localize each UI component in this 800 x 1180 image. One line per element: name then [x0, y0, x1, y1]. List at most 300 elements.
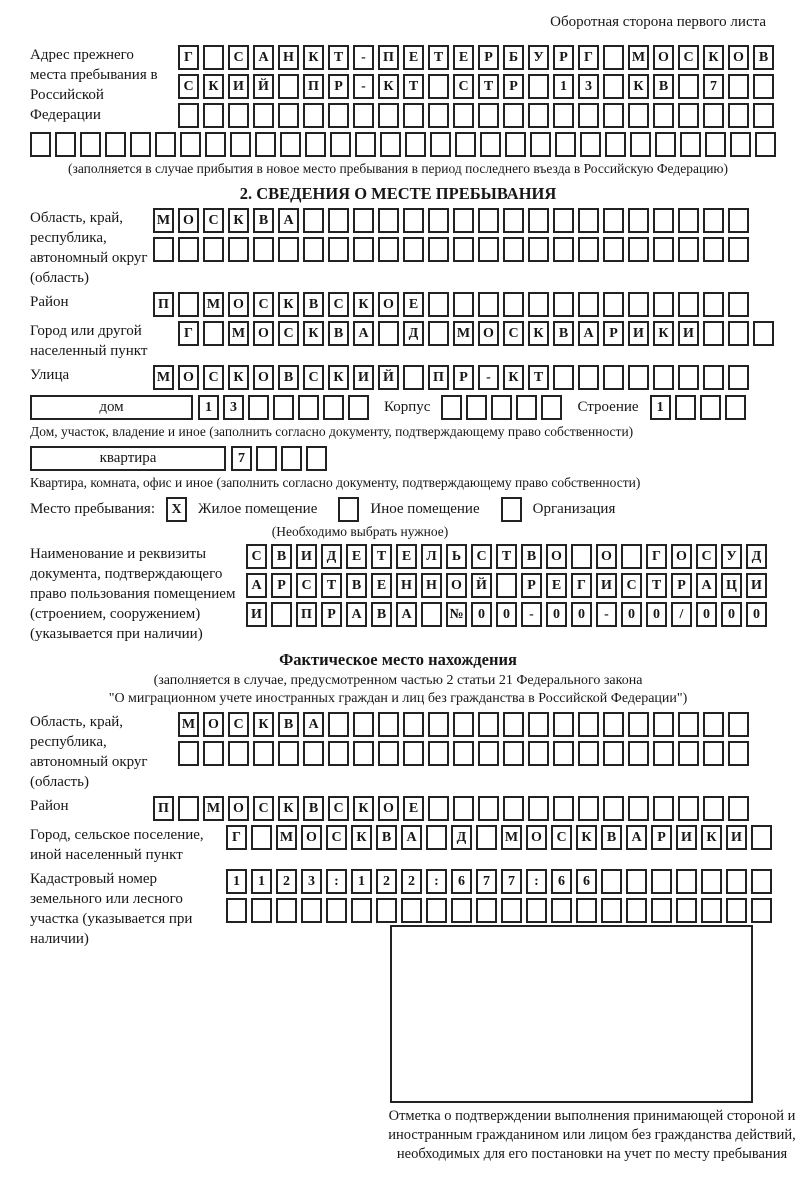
char-cell: 2 — [276, 869, 297, 894]
char-cell — [755, 132, 776, 157]
char-cell — [653, 237, 674, 262]
char-cell — [678, 741, 699, 766]
char-cell — [603, 208, 624, 233]
char-cell: 7 — [501, 869, 522, 894]
char-cell: Р — [478, 45, 499, 70]
char-cell: С — [303, 365, 324, 390]
char-cell: - — [478, 365, 499, 390]
char-cell — [278, 74, 299, 99]
char-cell: 7 — [703, 74, 724, 99]
char-cell: О — [228, 796, 249, 821]
actual-region-label: Область, край, республика, автономный округ (область) — [30, 714, 148, 790]
char-cell: М — [153, 365, 174, 390]
char-cell — [203, 741, 224, 766]
char-cell — [228, 237, 249, 262]
char-cell — [491, 395, 512, 420]
char-cell: С — [178, 74, 199, 99]
char-cell: И — [746, 573, 767, 598]
char-cell: - — [353, 45, 374, 70]
char-cell: Т — [478, 74, 499, 99]
char-cell: А — [696, 573, 717, 598]
char-cell: Р — [503, 74, 524, 99]
actual-district-row — [153, 796, 749, 821]
char-cell: К — [528, 321, 549, 346]
char-cell: Г — [226, 825, 247, 850]
stay-type-footnote: (Необходимо выбрать нужное) — [271, 524, 449, 539]
char-cell — [705, 132, 726, 157]
char-cell — [421, 602, 442, 627]
char-cell: К — [278, 796, 299, 821]
char-cell: О — [203, 712, 224, 737]
char-cell — [303, 741, 324, 766]
char-cell — [378, 103, 399, 128]
char-cell: - — [596, 602, 617, 627]
char-cell: А — [401, 825, 422, 850]
char-cell: X — [166, 497, 187, 522]
prev-address-field — [30, 45, 769, 128]
char-cell — [621, 544, 642, 569]
char-cell — [728, 712, 749, 737]
char-cell: 0 — [496, 602, 517, 627]
char-cell — [651, 898, 672, 923]
char-cell: В — [601, 825, 622, 850]
char-cell — [628, 103, 649, 128]
char-cell — [80, 132, 101, 157]
char-cell: Е — [403, 45, 424, 70]
char-cell — [503, 712, 524, 737]
char-cell: В — [278, 712, 299, 737]
char-cell — [553, 712, 574, 737]
char-cell — [651, 869, 672, 894]
actual-district-field — [30, 796, 766, 821]
char-cell — [703, 712, 724, 737]
char-cell — [328, 208, 349, 233]
char-cell — [401, 898, 422, 923]
char-cell: А — [578, 321, 599, 346]
char-cell — [453, 237, 474, 262]
stay-type-row — [30, 497, 766, 522]
char-cell: К — [278, 292, 299, 317]
char-cell: О — [478, 321, 499, 346]
char-cell: Ц — [721, 573, 742, 598]
char-cell — [380, 132, 401, 157]
char-cell: Т — [528, 365, 549, 390]
char-cell: Л — [421, 544, 442, 569]
char-cell — [378, 237, 399, 262]
char-cell: : — [326, 869, 347, 894]
char-cell — [276, 898, 297, 923]
char-cell — [553, 365, 574, 390]
apartment-cells — [231, 446, 327, 471]
char-cell — [703, 796, 724, 821]
char-cell — [678, 796, 699, 821]
char-cell — [628, 796, 649, 821]
registration-mark-caption: Отметка о подтверждении выполнения принимающей стороной и иностранным гражданином или лицом без гражданства действий, необходимых для его постановки на учет по месту пребывания — [388, 1108, 796, 1162]
char-cell: О — [653, 45, 674, 70]
char-cell: 7 — [476, 869, 497, 894]
char-cell: К — [303, 321, 324, 346]
char-cell — [626, 869, 647, 894]
char-cell — [653, 103, 674, 128]
char-cell — [253, 103, 274, 128]
char-cell: А — [246, 573, 267, 598]
char-cell — [180, 132, 201, 157]
char-cell — [428, 796, 449, 821]
char-cell: В — [346, 573, 367, 598]
char-cell: 0 — [471, 602, 492, 627]
char-cell — [728, 74, 749, 99]
char-cell — [630, 132, 651, 157]
char-cell — [678, 208, 699, 233]
char-cell: Е — [396, 544, 417, 569]
char-cell: К — [576, 825, 597, 850]
char-cell — [453, 741, 474, 766]
char-cell — [428, 292, 449, 317]
char-cell: 1 — [553, 74, 574, 99]
char-cell — [653, 796, 674, 821]
char-cell — [476, 825, 497, 850]
apartment-box: квартира — [30, 446, 226, 471]
char-cell: К — [228, 208, 249, 233]
char-cell — [503, 741, 524, 766]
char-cell — [675, 395, 696, 420]
char-cell: О — [446, 573, 467, 598]
char-cell — [351, 898, 372, 923]
char-cell — [601, 898, 622, 923]
char-cell: 0 — [721, 602, 742, 627]
char-cell: К — [228, 365, 249, 390]
stay-type-label: Место пребывания: — [30, 501, 155, 517]
char-cell: Д — [451, 825, 472, 850]
char-cell: Р — [603, 321, 624, 346]
char-cell: О — [178, 208, 199, 233]
street-field — [30, 365, 766, 390]
actual-city-label: Город, сельское поселение, иной населенный пункт — [30, 827, 204, 863]
char-cell — [653, 208, 674, 233]
char-cell: В — [521, 544, 542, 569]
char-cell — [528, 292, 549, 317]
char-cell: С — [228, 45, 249, 70]
char-cell: Р — [328, 74, 349, 99]
char-cell: С — [503, 321, 524, 346]
char-cell: Г — [178, 321, 199, 346]
region-row-2 — [153, 237, 749, 262]
char-cell: 7 — [231, 446, 252, 471]
char-cell: С — [278, 321, 299, 346]
char-cell — [378, 321, 399, 346]
char-cell: С — [253, 292, 274, 317]
korpus-cells — [441, 395, 562, 420]
char-cell — [578, 796, 599, 821]
char-cell: О — [546, 544, 567, 569]
char-cell — [603, 292, 624, 317]
char-cell — [378, 741, 399, 766]
document-row-3 — [246, 602, 767, 627]
char-cell: С — [203, 365, 224, 390]
char-cell: С — [296, 573, 317, 598]
char-cell — [228, 741, 249, 766]
char-cell — [528, 103, 549, 128]
char-cell — [553, 103, 574, 128]
char-cell — [378, 208, 399, 233]
char-cell — [273, 395, 294, 420]
char-cell: В — [376, 825, 397, 850]
char-cell — [528, 74, 549, 99]
char-cell — [703, 208, 724, 233]
char-cell — [751, 825, 772, 850]
char-cell: Д — [321, 544, 342, 569]
cadastral-row-2 — [226, 898, 772, 923]
char-cell — [728, 741, 749, 766]
char-cell: А — [303, 712, 324, 737]
char-cell — [453, 712, 474, 737]
char-cell — [578, 292, 599, 317]
char-cell — [353, 741, 374, 766]
char-cell: Ь — [446, 544, 467, 569]
char-cell — [305, 132, 326, 157]
char-cell — [580, 132, 601, 157]
char-cell — [578, 103, 599, 128]
char-cell — [355, 132, 376, 157]
char-cell: К — [703, 45, 724, 70]
char-cell: П — [428, 365, 449, 390]
char-cell — [516, 395, 537, 420]
char-cell — [403, 365, 424, 390]
char-cell — [501, 497, 522, 522]
char-cell — [753, 321, 774, 346]
char-cell — [678, 237, 699, 262]
char-cell: С — [678, 45, 699, 70]
char-cell — [603, 741, 624, 766]
char-cell: Т — [496, 544, 517, 569]
house-number-cells — [198, 395, 369, 420]
char-cell: М — [453, 321, 474, 346]
char-cell — [30, 132, 51, 157]
char-cell — [578, 741, 599, 766]
prev-address-row-4 — [30, 132, 766, 157]
char-cell: А — [253, 45, 274, 70]
stroenie-cells — [650, 395, 746, 420]
cadastral-row-1 — [226, 869, 772, 894]
char-cell — [298, 395, 319, 420]
char-cell: К — [203, 74, 224, 99]
char-cell: П — [153, 796, 174, 821]
actual-location-note-1: (заполняется в случае, предусмотренном частью 2 статьи 21 Федерального закона — [153, 673, 643, 688]
prev-address-row-2 — [178, 74, 774, 99]
char-cell — [526, 898, 547, 923]
apartment-footnote: Квартира, комната, офис и иное (заполнить согласно документу, подтверждающему право собственности) — [30, 475, 641, 490]
char-cell — [130, 132, 151, 157]
char-cell: О — [253, 321, 274, 346]
char-cell — [55, 132, 76, 157]
char-cell — [703, 741, 724, 766]
char-cell — [253, 237, 274, 262]
char-cell — [603, 365, 624, 390]
char-cell — [653, 741, 674, 766]
char-cell — [478, 796, 499, 821]
char-cell — [578, 365, 599, 390]
char-cell — [428, 237, 449, 262]
char-cell — [528, 712, 549, 737]
char-cell — [553, 208, 574, 233]
char-cell — [530, 132, 551, 157]
actual-city-field — [30, 825, 766, 865]
char-cell — [603, 237, 624, 262]
char-cell: С — [551, 825, 572, 850]
char-cell: Р — [271, 573, 292, 598]
stroenie-label: Строение — [577, 399, 639, 415]
char-cell: А — [626, 825, 647, 850]
char-cell — [503, 796, 524, 821]
char-cell: 6 — [551, 869, 572, 894]
char-cell — [303, 103, 324, 128]
char-cell — [553, 796, 574, 821]
registration-mark-box — [390, 925, 753, 1103]
char-cell — [680, 132, 701, 157]
char-cell — [703, 365, 724, 390]
char-cell: С — [471, 544, 492, 569]
char-cell — [251, 898, 272, 923]
char-cell: К — [253, 712, 274, 737]
char-cell — [603, 103, 624, 128]
char-cell — [478, 292, 499, 317]
document-label: Наименование и реквизиты документа, подтверждающего право пользования помещением (строением, сооружением) (указывается при наличии) — [30, 546, 236, 642]
city-field — [30, 321, 766, 361]
char-cell: 2 — [401, 869, 422, 894]
char-cell: М — [628, 45, 649, 70]
char-cell — [403, 712, 424, 737]
char-cell — [528, 237, 549, 262]
char-cell — [330, 132, 351, 157]
char-cell — [153, 237, 174, 262]
char-cell: К — [353, 796, 374, 821]
char-cell: И — [676, 825, 697, 850]
char-cell — [751, 869, 772, 894]
char-cell: П — [378, 45, 399, 70]
document-row-2 — [246, 573, 767, 598]
char-cell — [178, 103, 199, 128]
char-cell: У — [721, 544, 742, 569]
char-cell — [700, 395, 721, 420]
char-cell — [303, 237, 324, 262]
char-cell — [628, 208, 649, 233]
char-cell: Р — [521, 573, 542, 598]
document-row-1 — [246, 544, 767, 569]
district-row — [153, 292, 749, 317]
district-field — [30, 292, 766, 317]
house-box: дом — [30, 395, 193, 420]
actual-location-note-2: "О миграционном учете иностранных граждан и лиц без гражданства в Российской Федерации") — [108, 691, 688, 706]
char-cell — [453, 292, 474, 317]
char-cell — [278, 237, 299, 262]
char-cell — [403, 208, 424, 233]
char-cell — [628, 292, 649, 317]
char-cell — [281, 446, 302, 471]
char-cell: И — [726, 825, 747, 850]
char-cell: 1 — [351, 869, 372, 894]
actual-region-row-2 — [178, 741, 749, 766]
char-cell — [478, 208, 499, 233]
char-cell: Н — [421, 573, 442, 598]
char-cell — [551, 898, 572, 923]
char-cell — [528, 741, 549, 766]
char-cell: В — [253, 208, 274, 233]
actual-region-row-1 — [178, 712, 749, 737]
char-cell — [280, 132, 301, 157]
char-cell: Г — [646, 544, 667, 569]
char-cell: Г — [578, 45, 599, 70]
char-cell — [328, 103, 349, 128]
char-cell — [478, 712, 499, 737]
char-cell — [555, 132, 576, 157]
char-cell — [255, 132, 276, 157]
char-cell — [178, 292, 199, 317]
char-cell — [256, 446, 277, 471]
corner-note: Оборотная сторона первого листа — [550, 14, 766, 30]
char-cell: О — [178, 365, 199, 390]
char-cell: 1 — [198, 395, 219, 420]
char-cell — [203, 237, 224, 262]
char-cell: М — [178, 712, 199, 737]
char-cell: О — [378, 292, 399, 317]
actual-district-label: Район — [30, 798, 69, 814]
char-cell: Й — [378, 365, 399, 390]
city-row — [178, 321, 774, 346]
char-cell — [728, 321, 749, 346]
char-cell — [203, 103, 224, 128]
document-field — [30, 544, 766, 644]
city-label: Город или другой населенный пункт — [30, 323, 148, 359]
char-cell — [453, 796, 474, 821]
char-cell: К — [353, 292, 374, 317]
char-cell — [703, 103, 724, 128]
char-cell — [503, 292, 524, 317]
stay-option-other: Иное помещение — [370, 501, 480, 517]
char-cell — [505, 132, 526, 157]
stay-checkbox-residential — [166, 497, 187, 522]
char-cell — [628, 365, 649, 390]
char-cell: П — [303, 74, 324, 99]
char-cell — [728, 292, 749, 317]
char-cell — [403, 741, 424, 766]
char-cell — [306, 446, 327, 471]
char-cell: 2 — [376, 869, 397, 894]
char-cell: П — [296, 602, 317, 627]
char-cell: У — [528, 45, 549, 70]
char-cell — [603, 712, 624, 737]
char-cell — [426, 825, 447, 850]
char-cell: Й — [253, 74, 274, 99]
char-cell — [428, 208, 449, 233]
stay-checkbox-other — [338, 497, 359, 522]
prev-address-label: Адрес прежнего места пребывания в Российской Федерации — [30, 47, 158, 123]
char-cell — [578, 712, 599, 737]
char-cell — [728, 796, 749, 821]
stay-option-organization: Организация — [532, 501, 616, 517]
char-cell — [730, 132, 751, 157]
actual-city-row — [226, 825, 772, 850]
char-cell — [403, 237, 424, 262]
actual-region-field — [30, 712, 766, 792]
char-cell: А — [353, 321, 374, 346]
char-cell — [428, 321, 449, 346]
char-cell: 6 — [576, 869, 597, 894]
char-cell — [428, 712, 449, 737]
char-cell — [501, 898, 522, 923]
char-cell: К — [503, 365, 524, 390]
char-cell: 0 — [646, 602, 667, 627]
char-cell — [603, 45, 624, 70]
